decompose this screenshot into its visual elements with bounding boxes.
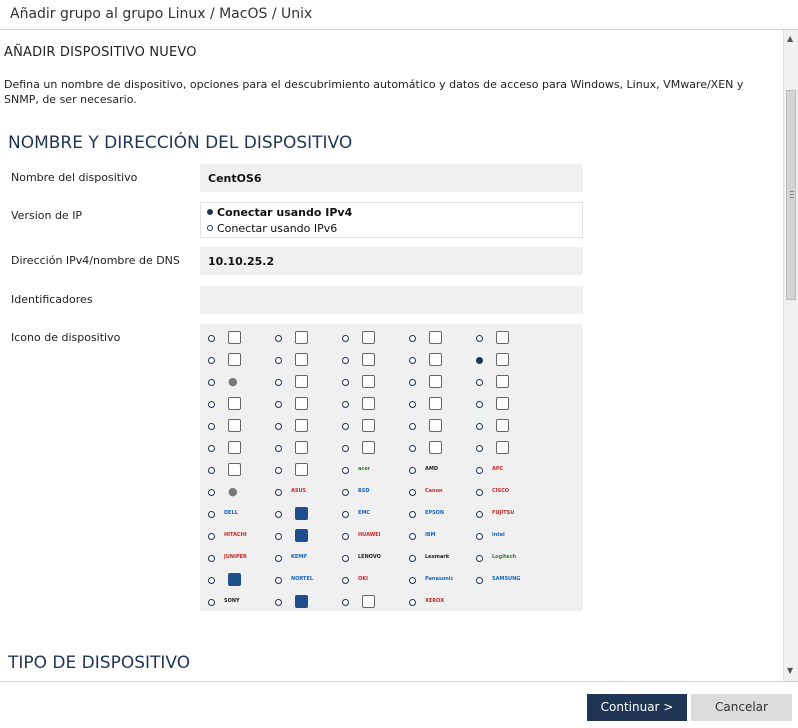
icon-radio[interactable] — [409, 533, 416, 540]
icon-option-android-icon[interactable] — [409, 352, 469, 370]
icon-option-brand-huawei[interactable] — [342, 528, 402, 546]
icon-option-brand-hitachi[interactable] — [208, 528, 268, 546]
ip-option-ipv4[interactable]: Conectar usando IPv4 — [207, 206, 352, 219]
brand-d-icon — [295, 507, 308, 520]
icon-option-brand-d-icon[interactable] — [275, 506, 335, 524]
signal-icon — [496, 419, 509, 432]
icon-radio[interactable] — [208, 401, 215, 408]
icon-option-switch-icon[interactable] — [275, 330, 335, 348]
address-input[interactable] — [200, 247, 583, 275]
icon-option-brand-bsd[interactable] — [342, 484, 402, 502]
icon-radio[interactable] — [476, 577, 483, 584]
icon-radio[interactable] — [342, 423, 349, 430]
icon-option-server-rack-icon[interactable] — [208, 330, 268, 348]
brand-xerox: XEROX — [425, 598, 445, 604]
chip-icon — [362, 441, 375, 454]
page-heading: AÑADIR DISPOSITIVO NUEVO — [4, 45, 197, 60]
icon-radio[interactable] — [342, 379, 349, 386]
icon-option-apple-outline-icon[interactable] — [208, 374, 268, 392]
radio-ipv4-selected[interactable] — [207, 209, 213, 215]
icon-radio[interactable] — [409, 599, 416, 606]
wifi-icon — [362, 419, 375, 432]
brand-acer: acer — [358, 466, 371, 472]
icon-option-wmi-icon[interactable] — [342, 352, 402, 370]
device-name-input[interactable] — [200, 164, 583, 192]
folder-icon — [496, 331, 509, 344]
icon-radio[interactable] — [208, 489, 215, 496]
cancel-button[interactable]: Cancelar — [691, 694, 792, 721]
icon-option-brand-lexmark[interactable] — [409, 550, 469, 568]
icon-option-brand-acer[interactable] — [342, 462, 402, 480]
icon-radio[interactable] — [342, 467, 349, 474]
cabinet-icon — [362, 331, 375, 344]
icon-radio[interactable] — [208, 577, 215, 584]
icon-option-linux-icon[interactable] — [476, 352, 536, 370]
icon-option-windows-icon[interactable] — [342, 374, 402, 392]
box-icon — [295, 353, 308, 366]
android-icon — [429, 353, 442, 366]
icon-radio[interactable] — [476, 533, 483, 540]
brand-cisco: CISCO — [492, 488, 510, 494]
firewall-icon — [362, 397, 375, 410]
icon-option-brand-juniper[interactable] — [208, 550, 268, 568]
icon-radio[interactable] — [275, 555, 282, 562]
window-title: Añadir grupo al grupo Linux / MacOS / Unix — [10, 6, 313, 22]
identifiers-label: Identificadores — [11, 293, 93, 306]
icon-radio[interactable] — [275, 379, 282, 386]
brand-dell: DELL — [224, 510, 238, 516]
brand-hitachi: HITACHI — [224, 532, 247, 538]
icon-option-brand-epson[interactable] — [409, 506, 469, 524]
icon-option-nas-icon[interactable] — [476, 440, 536, 458]
icon-radio[interactable] — [409, 511, 416, 518]
scroll-up-icon[interactable]: ▲ — [787, 34, 794, 43]
icon-radio[interactable] — [476, 467, 483, 474]
icon-option-brand-cisco[interactable] — [476, 484, 536, 502]
vertical-scrollbar[interactable] — [783, 30, 798, 681]
ip-version-label: Version de IP — [11, 209, 83, 222]
icon-option-fax-icon[interactable] — [409, 418, 469, 436]
icon-radio[interactable] — [409, 489, 416, 496]
brand-fujitsu: FUJITSU — [492, 510, 515, 516]
icon-option-brand-apc[interactable] — [476, 462, 536, 480]
brand-canon: Canon — [425, 488, 443, 494]
icon-option-no-network-icon[interactable] — [409, 440, 469, 458]
icon-radio[interactable] — [275, 511, 282, 518]
icon-radio[interactable] — [208, 357, 215, 364]
icon-radio[interactable] — [409, 555, 416, 562]
server-rack-icon — [228, 331, 241, 344]
icon-option-brand-samsung[interactable] — [476, 572, 536, 590]
icon-radio[interactable] — [208, 467, 215, 474]
brand-dsr-icon — [295, 595, 308, 608]
icon-radio[interactable] — [275, 423, 282, 430]
brand-emc: EMC — [358, 510, 371, 516]
icon-radio[interactable] — [409, 445, 416, 452]
icon-radio[interactable] — [342, 335, 349, 342]
icon-option-brand-canon[interactable] — [409, 484, 469, 502]
expand-icon — [228, 463, 241, 476]
icon-option-telephone-icon[interactable] — [208, 440, 268, 458]
icon-option-printer-small-icon[interactable] — [476, 396, 536, 414]
brand-netapp-icon — [228, 573, 241, 586]
icon-radio[interactable] — [476, 357, 483, 364]
brand-oki: OKI — [358, 576, 368, 582]
icon-option-brand-dsr-icon[interactable] — [275, 594, 335, 612]
switch-icon — [295, 331, 308, 344]
nas-icon — [496, 441, 509, 454]
address-value: 10.10.25.2 — [208, 255, 275, 268]
icon-option-brand-dell[interactable] — [208, 506, 268, 524]
icon-option-brand-panasonic[interactable] — [409, 572, 469, 590]
brand-panasonic: Panasonic — [425, 576, 454, 582]
brand-lenovo: LENOVO — [358, 554, 381, 560]
icon-radio[interactable] — [275, 599, 282, 606]
icon-radio[interactable] — [208, 511, 215, 518]
icon-option-phone-icon[interactable] — [476, 374, 536, 392]
icon-radio[interactable] — [275, 401, 282, 408]
scrollbar-thumb[interactable] — [786, 90, 796, 300]
icon-radio[interactable] — [342, 445, 349, 452]
router-icon — [295, 397, 308, 410]
icon-radio[interactable] — [476, 489, 483, 496]
icon-option-desk-phone-icon[interactable] — [275, 440, 335, 458]
device-name-value: CentOS6 — [208, 172, 262, 185]
icon-radio[interactable] — [275, 489, 282, 496]
icon-radio[interactable] — [342, 489, 349, 496]
address-label: Dirección IPv4/nombre de DNS — [11, 254, 180, 267]
icon-option-tablet-icon[interactable] — [409, 374, 469, 392]
icon-radio[interactable] — [476, 555, 483, 562]
brand-nortel: NORTEL — [291, 576, 314, 582]
icon-option-brand-oki[interactable] — [342, 572, 402, 590]
printer-icon — [429, 397, 442, 410]
brand-logitech: Logitech — [492, 554, 517, 560]
telephone-icon — [228, 441, 241, 454]
no-network-icon — [429, 441, 442, 454]
brand-amd: AMD — [425, 466, 438, 472]
fax-icon — [429, 419, 442, 432]
brand-ibm: IBM — [425, 532, 436, 538]
icon-radio[interactable] — [208, 379, 215, 386]
brand-juniper: JUNIPER — [224, 554, 247, 560]
vm-stack-icon — [295, 375, 308, 388]
icon-radio[interactable] — [476, 401, 483, 408]
brand-bsd: BSD — [358, 488, 370, 494]
icon-option-brand-xerox[interactable] — [409, 594, 469, 612]
icon-radio[interactable] — [208, 423, 215, 430]
icon-option-cabinet-icon[interactable] — [342, 330, 402, 348]
windows-icon — [362, 375, 375, 388]
icon-option-brand-vm-icon[interactable] — [342, 594, 402, 612]
icon-option-brand-asus[interactable] — [275, 484, 335, 502]
icon-radio[interactable] — [342, 577, 349, 584]
dialog-content — [0, 30, 782, 681]
webcam-icon — [295, 419, 308, 432]
icon-option-signal-icon[interactable] — [476, 418, 536, 436]
icon-option-brand-hp-icon[interactable] — [275, 528, 335, 546]
icon-option-webcam-icon[interactable] — [275, 418, 335, 436]
icon-option-brand-lenovo[interactable] — [342, 550, 402, 568]
icon-radio[interactable] — [275, 445, 282, 452]
brand-epson: EPSON — [425, 510, 445, 516]
icon-option-brand-emc[interactable] — [342, 506, 402, 524]
laptop-icon — [228, 397, 241, 410]
icon-option-wifi-icon[interactable] — [342, 418, 402, 436]
drive-icon — [228, 353, 241, 366]
brand-vm-icon — [362, 595, 375, 608]
section-title-name-address: NOMBRE Y DIRECCIÓN DEL DISPOSITIVO — [8, 133, 353, 153]
phone-icon — [496, 375, 509, 388]
brand-hp-icon — [295, 529, 308, 542]
icon-option-brand-sony[interactable] — [208, 594, 268, 612]
icon-option-brand-amd[interactable] — [409, 462, 469, 480]
icon-option-warning-monitor-icon[interactable] — [208, 418, 268, 436]
icon-radio[interactable] — [342, 401, 349, 408]
icon-option-vm-stack-icon[interactable] — [275, 374, 335, 392]
brand-huawei: HUAWEI — [358, 532, 381, 538]
icon-option-brand-nortel[interactable] — [275, 572, 335, 590]
device-icon-grid — [200, 324, 583, 611]
icon-option-box-icon[interactable] — [275, 352, 335, 370]
icon-option-firewall-icon[interactable] — [342, 396, 402, 414]
icon-radio[interactable] — [208, 445, 215, 452]
icon-radio[interactable] — [409, 357, 416, 364]
icon-option-brand-netapp-icon[interactable] — [208, 572, 268, 590]
icon-radio[interactable] — [476, 379, 483, 386]
icon-radio[interactable] — [476, 445, 483, 452]
tablet-icon — [429, 375, 442, 388]
wmi-icon — [362, 353, 375, 366]
icon-option-laptop-icon[interactable] — [208, 396, 268, 414]
icon-option-brand-apple-icon[interactable] — [208, 484, 268, 502]
icon-radio[interactable] — [342, 533, 349, 540]
page-description: Defina un nombre de dispositivo, opciones para el descubrimiento automático y datos de acceso para Windows, Linux, VMware/XEN y SNMP, de ser necesario. — [4, 78, 744, 106]
icon-radio[interactable] — [409, 467, 416, 474]
warning-monitor-icon — [228, 419, 241, 432]
icon-radio[interactable] — [409, 423, 416, 430]
icon-radio[interactable] — [275, 467, 282, 474]
brand-intel: intel — [492, 532, 505, 538]
icon-radio[interactable] — [409, 577, 416, 584]
icon-radio[interactable] — [409, 335, 416, 342]
icon-option-printer-icon[interactable] — [409, 396, 469, 414]
icon-option-brand-fujitsu[interactable] — [476, 506, 536, 524]
icon-option-brand-ibm[interactable] — [409, 528, 469, 546]
icon-radio[interactable] — [208, 335, 215, 342]
icon-option-brand-logitech[interactable] — [476, 550, 536, 568]
apple-outline-icon: ● — [228, 375, 238, 388]
icon-radio[interactable] — [342, 511, 349, 518]
window-titlebar — [0, 0, 798, 30]
printer-small-icon — [496, 397, 509, 410]
brand-kemp: KEMP — [291, 554, 307, 560]
icon-radio[interactable] — [409, 379, 416, 386]
icon-radio[interactable] — [342, 555, 349, 562]
icon-radio[interactable] — [476, 511, 483, 518]
icon-radio[interactable] — [208, 533, 215, 540]
brand-apc: APC — [492, 466, 504, 472]
icon-radio[interactable] — [275, 335, 282, 342]
icon-radio[interactable] — [476, 423, 483, 430]
linux-icon — [496, 353, 509, 366]
dialog-footer — [0, 681, 798, 728]
brand-samsung: SAMSUNG — [492, 576, 521, 582]
icon-option-expand-icon[interactable] — [208, 462, 268, 480]
brand-apple-icon: ● — [228, 485, 238, 498]
desk-phone-icon — [295, 441, 308, 454]
icon-option-chip-icon[interactable] — [342, 440, 402, 458]
icon-option-collapse-icon[interactable] — [275, 462, 335, 480]
icon-radio[interactable] — [208, 599, 215, 606]
icon-option-network-alert-icon[interactable] — [409, 330, 469, 348]
icon-option-drive-icon[interactable] — [208, 352, 268, 370]
section-title-device-type: TIPO DE DISPOSITIVO — [8, 653, 191, 673]
icon-radio[interactable] — [275, 357, 282, 364]
device-icon-label: Icono de dispositivo — [11, 331, 121, 344]
scroll-down-icon[interactable]: ▼ — [787, 666, 794, 675]
ip-version-group — [200, 202, 583, 238]
identifiers-input[interactable] — [200, 286, 583, 314]
ip-option-ipv6[interactable]: Conectar usando IPv6 — [207, 222, 337, 235]
icon-radio[interactable] — [476, 335, 483, 342]
icon-option-folder-icon[interactable] — [476, 330, 536, 348]
icon-radio[interactable] — [342, 599, 349, 606]
icon-radio[interactable] — [409, 401, 416, 408]
icon-option-brand-intel[interactable] — [476, 528, 536, 546]
brand-asus: ASUS — [291, 488, 307, 494]
icon-radio[interactable] — [208, 555, 215, 562]
icon-radio[interactable] — [342, 357, 349, 364]
icon-radio[interactable] — [275, 533, 282, 540]
network-alert-icon — [429, 331, 442, 344]
device-name-label: Nombre del dispositivo — [11, 171, 138, 184]
radio-ipv6[interactable] — [207, 225, 213, 231]
icon-radio[interactable] — [275, 577, 282, 584]
collapse-icon — [295, 463, 308, 476]
icon-option-router-icon[interactable] — [275, 396, 335, 414]
brand-lexmark: Lexmark — [425, 554, 450, 560]
continue-button[interactable]: Continuar > — [587, 694, 687, 721]
icon-option-brand-kemp[interactable] — [275, 550, 335, 568]
brand-sony: SONY — [224, 598, 240, 604]
